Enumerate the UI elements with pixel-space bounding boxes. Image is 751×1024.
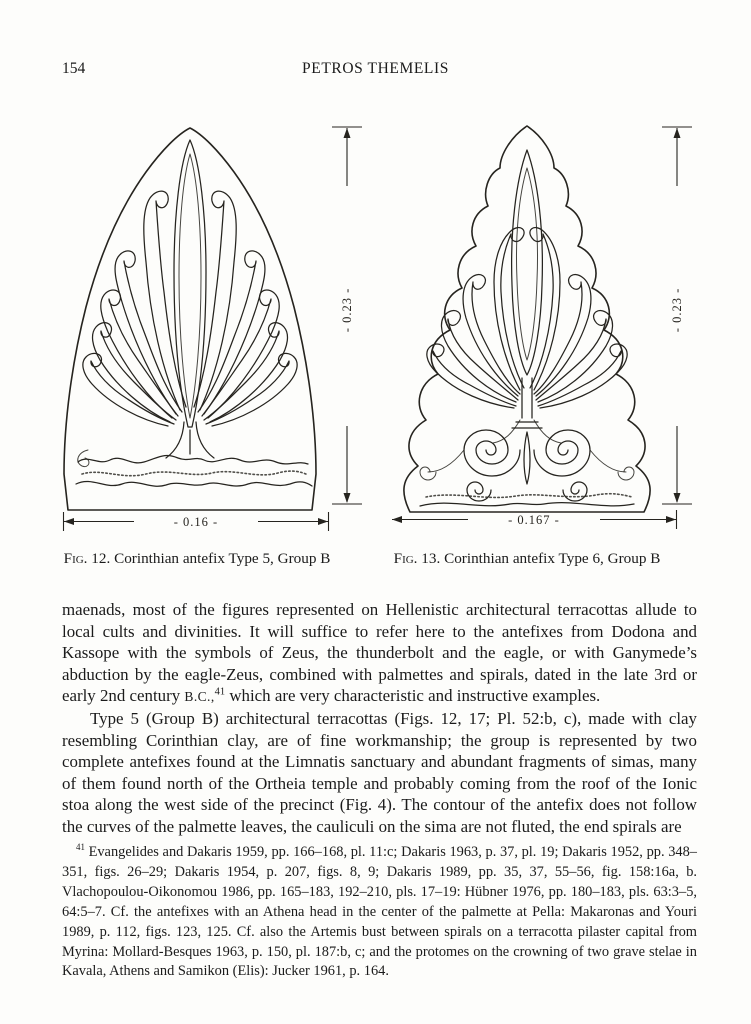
central-pillar	[512, 378, 542, 428]
fig13-width-label: - 0.167 -	[508, 513, 560, 527]
figure-13-caption-label: Fig. 13.	[393, 550, 441, 567]
side-leaves-right	[530, 228, 634, 501]
base-wavy-line-2	[82, 471, 308, 476]
paragraph-1-text: maenads, most of the figures represented on Hellenistic architectural terracottas allude to local cults and divinities. It will suffice to refer here to the antefixes from Dodona and Kassope with the symbols of Zeus, the thunderbolt and the eagle, or with Ganymede’s abduction by the eagle-Zeus, combined with palmettes and spirals, dated in the late 3rd or early 2nd century	[62, 600, 697, 706]
figure-13-caption	[380, 550, 674, 568]
fig12-height-label: - 0.23 -	[340, 287, 354, 333]
paragraph-1-text-end: which are very characteristic and instructive examples.	[225, 686, 601, 706]
fig13-width-measure	[390, 509, 678, 531]
side-leaves-right	[194, 191, 297, 426]
body-text	[62, 599, 697, 838]
side-leaves-left	[420, 228, 524, 501]
antefix-type6-line-art	[392, 120, 662, 518]
base-wavy-line-1	[78, 455, 308, 464]
central-leaf-inner	[516, 168, 537, 360]
figure-12-caption-label: Fig. 12.	[63, 550, 111, 567]
footnote-41	[62, 843, 697, 982]
figure-12-antefix-drawing	[62, 122, 318, 519]
central-drop	[524, 432, 530, 484]
figure-13-antefix-drawing	[392, 120, 662, 523]
central-leaf-inner	[179, 154, 201, 418]
page-number: 154	[62, 60, 86, 77]
base-wavy-line-3	[76, 481, 312, 486]
running-head-title: PETROS THEMELIS	[302, 60, 449, 77]
footnote-reference-41: 41	[214, 686, 226, 698]
fig13-height-label: - 0.23 -	[670, 287, 684, 333]
base-curl-left	[78, 450, 89, 467]
paragraph-2: Type 5 (Group B) architectural terracottas (Figs. 12, 17; Pl. 52:b, c), made with clay resembling Corinthian clay, are of fine workmanship; the group is represented by two complete antefixes found at the Limnatis sanctuary and abundant fragments of simas, many of them found north of the Ortheia temple and probably coming from the roof of the Ionic stoa along the west side of the precinct (Fig. 4). The contour of the antefix does not follow the curves of the palmette leaves, the cauliculi on the sima are not fluted, the end spirals are	[62, 708, 697, 836]
figure-13-caption-text: Corinthian antefix Type 6, Group B	[440, 550, 661, 567]
fig12-width-label: - 0.16 -	[173, 515, 219, 529]
paragraph-1	[62, 599, 697, 708]
fig13-height-measure	[660, 124, 694, 512]
antefix-outline	[404, 126, 650, 512]
era-abbreviation: B.C.,	[184, 689, 215, 705]
base-wavy-line	[420, 503, 634, 506]
figure-12-caption	[44, 550, 350, 568]
side-leaves-left	[83, 191, 186, 426]
fig12-width-measure	[62, 511, 330, 533]
footnote-41-marker: 41	[76, 842, 85, 853]
base-shading	[426, 494, 632, 498]
figure-12-caption-text: Corinthian antefix Type 5, Group B	[110, 550, 331, 567]
antefix-type5-line-art	[62, 122, 318, 514]
footnote-41-text: Evangelides and Dakaris 1959, pp. 166–168, pl. 11:c; Dakaris 1963, p. 37, pl. 19; Dakaris 1952, pp. 348–351, figs. 26–29; Dakaris 1954, p. 207, figs. 8, 9; Dakaris 1989, pp. 35, 37, 55–56, fig. 158:16a, b. Vlachopoulou-Oikonomou 1986, pp. 165–183, 192–210, pls. 17–19: Hübner 1976, pp. 180–183, pls. 63:3–5, 64:5–7. Cf. the antefixes with an Athena head in the center of the palmette at Pella: Makaronas and Youri 1989, p. 112, figs. 123, 125. Cf. also the Artemis bust between spirals on a terracotta pilaster capital from Myrina: Mollard-Besques 1963, p. 150, pl. 187:b, c; and the protomes on the crowning of two grave stelae in Kavala, Athens and Samikon (Elis): Jucker 1961, p. 164.	[62, 844, 697, 980]
fig12-height-measure	[330, 124, 364, 512]
